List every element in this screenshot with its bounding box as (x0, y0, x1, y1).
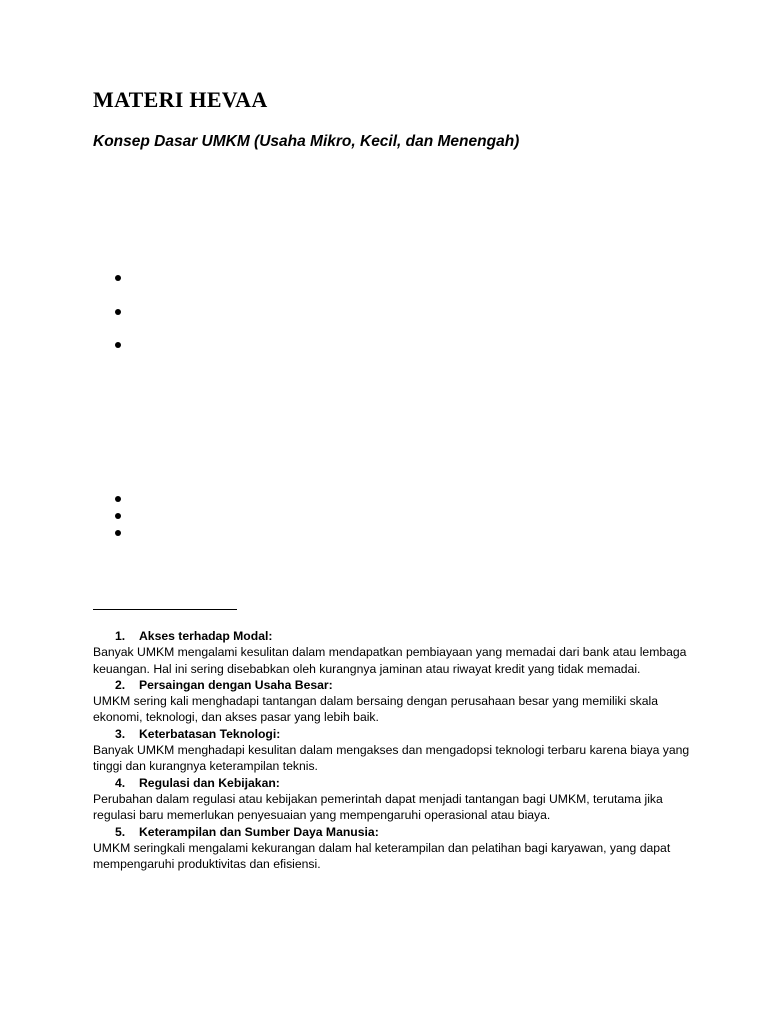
challenge-body: Banyak UMKM mengalami kesulitan dalam mendapatkan pembiayaan yang memadai dari bank atau lembaga keuangan. Hal ini sering disebabkan oleh kurangnya jaminan atau riwayat kredit yang tidak memadai. (93, 645, 687, 676)
challenge-heading-text: Regulasi dan Kebijakan: (139, 775, 280, 790)
bullet-marker (115, 309, 121, 315)
challenge-body: Perubahan dalam regulasi atau kebijakan pemerintah dapat menjadi tantangan bagi UMKM, terutama jika regulasi baru memerlukan penyesuaian yang mempengaruhi operasional atau biaya. (93, 791, 663, 823)
challenge-heading-text: Keterbatasan Teknologi: (139, 726, 281, 741)
challenge-heading (93, 628, 693, 644)
challenge-body: UMKM seringkali mengalami kekurangan dalam hal keterampilan dan pelatihan bagi karyawan, yang dapat mempengaruhi produktivitas dan efisiensi. (93, 840, 671, 872)
bullet-marker (115, 496, 121, 502)
challenge-item (93, 628, 693, 677)
challenge-number: 3. (115, 726, 126, 741)
challenge-heading (93, 726, 693, 742)
page-title: MATERI HEVAA (93, 87, 268, 112)
challenge-heading (93, 775, 693, 791)
challenge-item (93, 726, 693, 775)
bullet-marker (115, 513, 121, 519)
bullet-marker (115, 342, 121, 348)
challenge-heading-text: Akses terhadap Modal: (139, 629, 273, 643)
bullet-marker (115, 275, 121, 281)
footnote-separator (93, 609, 237, 610)
challenge-number: 2. (115, 677, 126, 692)
challenge-heading-text: Persaingan dengan Usaha Besar: (139, 677, 333, 692)
challenge-heading (93, 677, 693, 693)
challenge-item (93, 775, 693, 824)
page-subtitle: Konsep Dasar UMKM (Usaha Mikro, Kecil, dan Menengah) (93, 133, 520, 150)
challenge-body: UMKM sering kali menghadapi tantangan dalam bersaing dengan perusahaan besar yang memiliki skala ekonomi, teknologi, dan akses pasar yang lebih baik. (93, 694, 659, 725)
bullet-marker (115, 530, 121, 536)
challenge-heading (93, 824, 693, 840)
challenge-body: Banyak UMKM menghadapi kesulitan dalam mengakses dan mengadopsi teknologi terbaru karena biaya yang tinggi dan kurangnya keterampilan teknis. (93, 743, 690, 774)
challenge-number: 5. (115, 824, 126, 839)
challenges-list (93, 628, 693, 872)
challenge-item (93, 677, 693, 726)
challenge-item (93, 824, 693, 873)
challenge-number: 4. (115, 775, 126, 790)
challenge-heading-text: Keterampilan dan Sumber Daya Manusia: (139, 824, 379, 839)
challenge-number: 1. (115, 629, 126, 643)
